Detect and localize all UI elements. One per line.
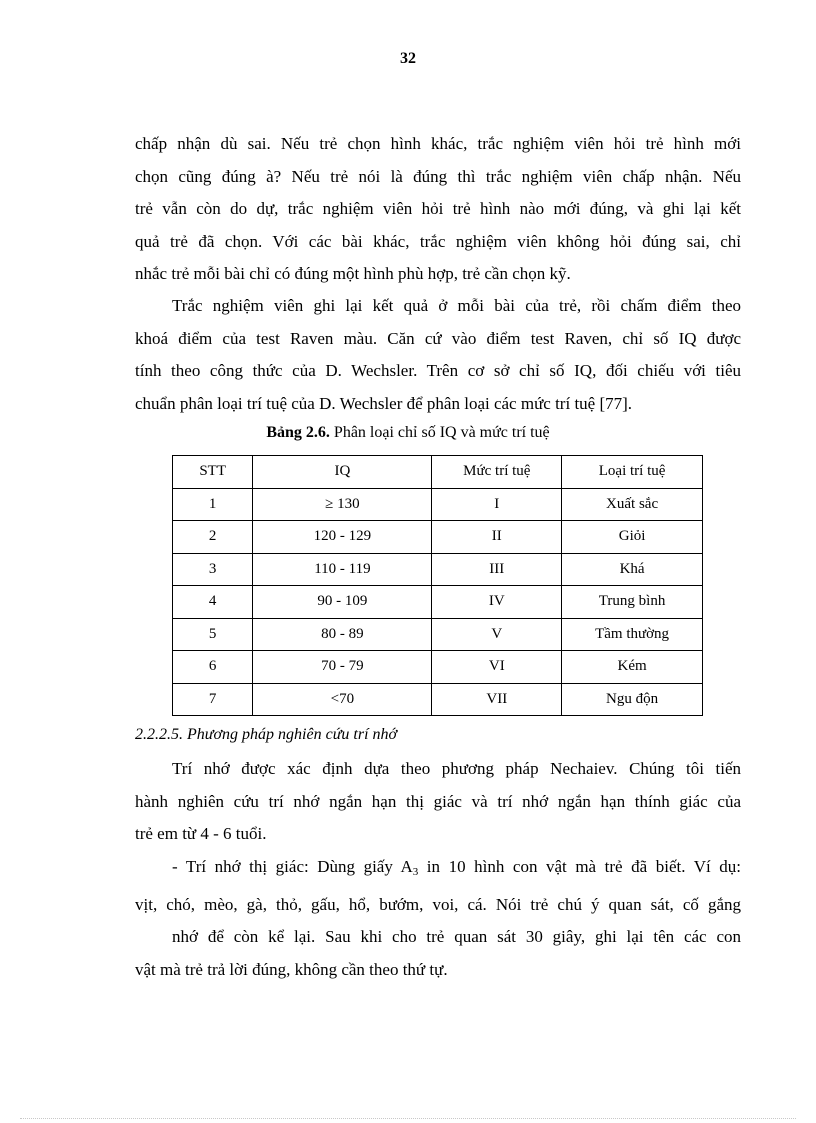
paragraph-line: trẻ vẫn còn do dự, trắc nghiệm viên hỏi trẻ hình nào mới đúng, và ghi lại kết [135,199,741,218]
header-level: Mức trí tuệ [432,456,562,489]
paragraph-line: nhớ để còn kể lại. Sau khi cho trẻ quan sát 30 giây, ghi lại tên các con [172,927,741,946]
table-cell: 2 [173,521,253,554]
table-caption-text: Phân loại chỉ số IQ và mức trí tuệ [329,424,550,441]
table-cell: Tầm thường [562,618,703,651]
paragraph-line: khoá điểm của test Raven màu. Căn cứ vào điểm test Raven, chỉ số IQ được [135,328,741,348]
table-row [173,683,703,716]
table-cell: IV [432,586,562,619]
table-cell: III [432,553,562,586]
table-cell: 120 - 129 [253,521,432,554]
paragraph-line: chuẩn phân loại trí tuệ của D. Wechsler để phân loại các mức trí tuệ [77]. [135,393,633,413]
table-row [173,488,703,521]
paragraph-3 [135,753,741,851]
table-cell: 90 - 109 [253,586,432,619]
paragraph-line: tính theo công thức của D. Wechsler. Trên cơ sở chỉ số IQ, đối chiếu với tiêu [135,361,741,380]
paragraph-line: chấp nhận dù sai. Nếu trẻ chọn hình khác, trắc nghiệm viên hỏi trẻ hình mới [135,134,741,153]
table-cell: Kém [562,651,703,684]
paragraph-line: chọn cũng đúng à? Nếu trẻ nói là đúng thì trắc nghiệm viên chấp nhận. Nếu [135,166,741,186]
text-fragment: - Trí nhớ thị giác: Dùng giấy A [172,857,413,876]
table-cell: VI [432,651,562,684]
header-stt: STT [173,456,253,489]
paragraph-2 [135,290,741,420]
table-cell: I [432,488,562,521]
table-row [173,586,703,619]
table-cell: 3 [173,553,253,586]
table-cell: V [432,618,562,651]
table-cell: <70 [253,683,432,716]
table-cell: Giỏi [562,521,703,554]
table-row [173,521,703,554]
table-cell: Ngu độn [562,683,703,716]
table-row [173,618,703,651]
table-cell: Trung bình [562,586,703,619]
table-cell: 4 [173,586,253,619]
header-iq: IQ [253,456,432,489]
table-cell: VII [432,683,562,716]
page-number: 32 [400,50,416,67]
section-heading: 2.2.2.5. Phương pháp nghiên cứu trí nhớ [135,726,398,743]
table-cell: II [432,521,562,554]
paragraph-line: Trí nhớ được xác định dựa theo phương pháp Nechaiev. Chúng tôi tiến [172,759,741,778]
table-cell: 80 - 89 [253,618,432,651]
paragraph-line: Trắc nghiệm viên ghi lại kết quả ở mỗi bài của trẻ, rồi chấm điểm theo [172,296,741,315]
table-row [173,553,703,586]
paragraph-line: vật mà trẻ trả lời đúng, không cần theo thứ tự. [135,959,448,979]
table-header-row [173,456,703,489]
table-cell: 1 [173,488,253,521]
table-cell: 7 [173,683,253,716]
paragraph-4 [135,851,741,986]
page-bottom-rule [20,1118,796,1119]
table-cell: 110 - 119 [253,553,432,586]
table-cell: 6 [173,651,253,684]
table-caption [0,424,816,442]
table-cell: Khá [562,553,703,586]
table-cell: Xuất sắc [562,488,703,521]
paragraph-line: quả trẻ đã chọn. Với các bài khác, trắc nghiệm viên không hỏi đúng sai, chỉ [135,231,741,251]
paragraph-line: vịt, chó, mèo, gà, thỏ, gấu, hổ, bướm, voi, cá. Nói trẻ chú ý quan sát, cố gắng [135,894,741,914]
header-classification: Loại trí tuệ [562,456,703,489]
table-caption-label: Bảng 2.6. [266,424,330,441]
table-row [173,651,703,684]
iq-classification-table [172,455,703,716]
text-fragment: in 10 hình con vật mà trẻ đã biết. Ví dụ: [418,857,741,876]
paragraph-1 [135,128,741,291]
paragraph-line [135,851,741,889]
paragraph-line: hành nghiên cứu trí nhớ ngắn hạn thị giác và trí nhớ ngắn hạn thính giác của [135,791,741,811]
subscript: 3 [412,866,419,878]
table-cell: 5 [173,618,253,651]
paragraph-line: nhắc trẻ mỗi bài chỉ có đúng một hình phù hợp, trẻ cần chọn kỹ. [135,264,571,283]
paragraph-line: trẻ em từ 4 - 6 tuổi. [135,824,267,843]
table-cell: 70 - 79 [253,651,432,684]
table-cell: ≥ 130 [253,488,432,521]
